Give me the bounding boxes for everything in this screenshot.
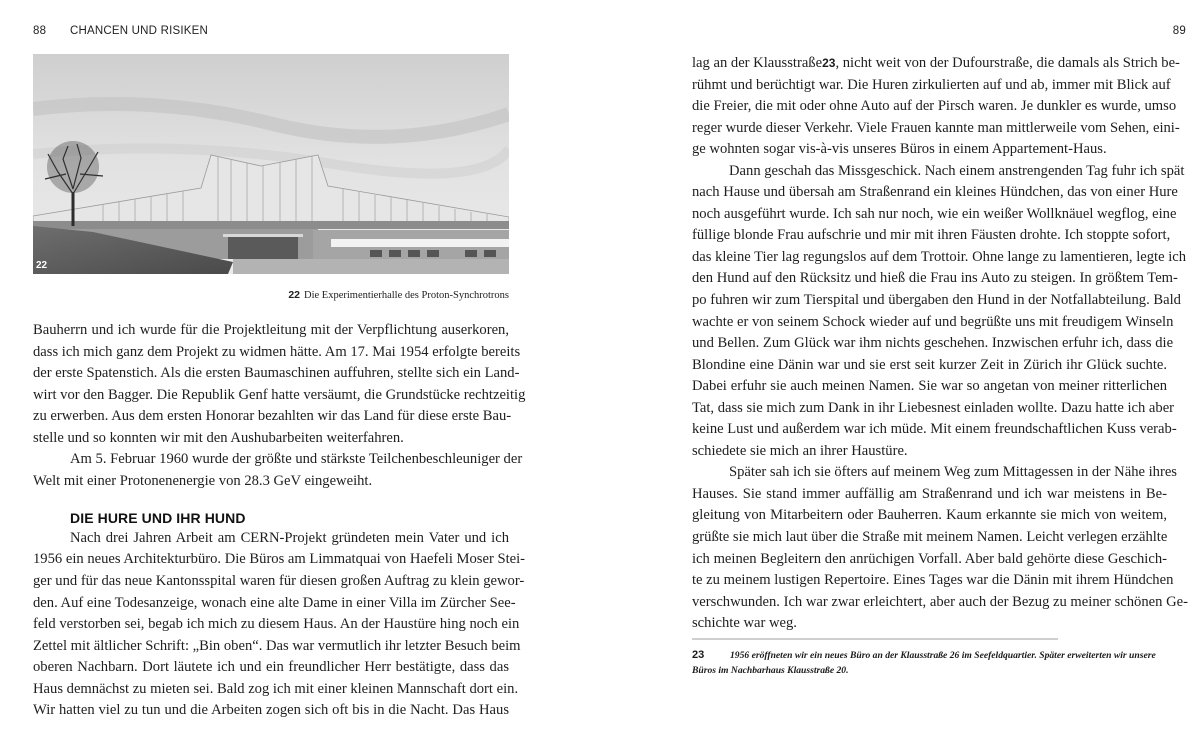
text-line: den Hund auf den Rücksitz und hieß die Frau ins Auto zu steigen. In größtem Tem- bbox=[692, 270, 1178, 287]
text-line: 1956 ein neues Architekturbüro. Die Büros am Limmatquai von Haefeli Moser Stei- bbox=[33, 551, 526, 568]
page-number: 88 bbox=[33, 25, 47, 37]
text-line: wirt vor den Bagger. Die Republik Genf hatte versäumt, die Grundstücke rechtzeitig bbox=[33, 386, 526, 403]
text-line: po fuhren wir zum Tierspital und übergaben den Hund in der Notfallabteilung. Bald bbox=[692, 292, 1181, 309]
text-fragment: lag an der Klausstraße bbox=[692, 55, 823, 71]
footnote bbox=[692, 648, 1162, 678]
text-line: zu erwerben. Aus dem ersten Honorar bezahlten wir das Land für diese erste Bau- bbox=[33, 408, 512, 425]
figure-caption bbox=[288, 289, 509, 301]
text-line: Am 5. Februar 1960 wurde der größte und stärkste Teilchenbeschleuniger der bbox=[70, 451, 523, 468]
text-line: keine Lust und außerdem war ich müde. Mit einem freundschaftlichen Kuss verab- bbox=[692, 421, 1177, 438]
text-line: Zettel mit ältlicher Schrift: „Bin oben“. Das war vermutlich ihr letzter Besuch beim bbox=[33, 637, 521, 654]
building-photo-image bbox=[33, 54, 509, 274]
text-line: ge wohnten sogar vis-à-vis unseres Büros in einem Appartement-Haus. bbox=[692, 141, 1107, 158]
text-line: Haus demnächst zu mieten sei. Bald zog ich mit einer kleinen Mannschaft dort ein. bbox=[33, 680, 519, 697]
text-line: oberen Nachbarn. Dort läutete ich und ein freundlicher Herr bestätigte, dass das bbox=[33, 659, 509, 676]
text-line: schichte war weg. bbox=[692, 615, 797, 632]
text-fragment: , nicht weit von der Dufourstraße, die damals als Strich be- bbox=[835, 55, 1180, 71]
text-line: wachte er von seinem Schock wieder auf und begrüßte uns mit freudigem Winseln bbox=[692, 313, 1174, 330]
caption-text: Die Experimentierhalle des Proton-Synchrotrons bbox=[304, 290, 509, 301]
text-line: rühmt und berüchtigt war. Die Huren zirkulierten auf und ab, immer mit Blick auf bbox=[692, 76, 1171, 93]
text-line: füllige blonde Frau aufschrie und mir mit ihren Fäusten drohte. Ich stoppte sofort, bbox=[692, 227, 1171, 244]
text-line: Welt mit einer Protonenenergie von 28.3 GeV eingeweiht. bbox=[33, 472, 373, 489]
text-line: dass ich mich ganz dem Projekt zu widmen hätte. Am 17. Mai 1954 erfolgte bereits bbox=[33, 343, 521, 360]
section-heading: DIE HURE UND IHR HUND bbox=[70, 510, 246, 527]
text-line: und Bellen. Zum Glück war ihm nichts geschehen. Inzwischen erfuhr ich, dass die bbox=[692, 335, 1174, 352]
text-line: Hauses. Sie stand immer auffällig am Straßenrand und ich war meistens in Be- bbox=[692, 485, 1167, 502]
page-number: 89 bbox=[1172, 25, 1186, 37]
text-line: der erste Spatenstich. Als die ersten Baumaschinen auffuhren, stellte sich ein Land- bbox=[33, 365, 520, 382]
text-line: verschwunden. Ich war zwar erleichtert, aber auch der Bezug zu meiner schönen Ge- bbox=[692, 593, 1188, 610]
text-line: stelle und so konnten wir mit den Aushubarbeiten weiterfahren. bbox=[33, 429, 404, 446]
text-line: Später sah ich sie öfters auf meinem Weg zum Mittagessen in der Nähe ihres bbox=[729, 464, 1177, 481]
text-line: reger wurde dieser Verkehr. Viele Frauen kannte man mittlerweile vom Sehen, eini- bbox=[692, 119, 1180, 136]
text-line: schiedete sie mich an ihrer Haustüre. bbox=[692, 442, 908, 459]
text-line: Blondine eine Dänin war und sie erst seit kurzer Zeit in Zürich ihr Glück suchte. bbox=[692, 356, 1167, 373]
text-line: die Freier, die mit oder ohne Auto auf der Pirsch waren. Je dunkler es wurde, umso bbox=[692, 98, 1177, 115]
body-text-right bbox=[692, 53, 1188, 635]
text-line: te zu meinem lustigen Repertoire. Eines Tages war die Dänin mit ihrem Hündchen bbox=[692, 572, 1174, 589]
text-line: Tat, dass sie mich zum Dank in ihr Liebesnest einladen wollte. Dazu hatte ich aber bbox=[692, 399, 1175, 416]
figure-number: 22 bbox=[36, 260, 48, 271]
caption-number: 22 bbox=[288, 289, 300, 301]
text-line: Dabei erfuhr sie auch meinen Namen. Sie war so angetan von meiner ritterlichen bbox=[692, 378, 1167, 395]
text-line: gleitung von Mitarbeitern oder Bauherren. Kaum erkannte sie mich von weitem, bbox=[692, 507, 1167, 524]
right-page bbox=[600, 0, 1200, 732]
text-line: nach Hause und übersah am Straßenrand ein kleines Hündchen, das von einer Hure bbox=[692, 184, 1178, 201]
text-line: Wir hatten viel zu tun und die Arbeiten zogen sich oft bis in die Nacht. Das Haus bbox=[33, 702, 509, 719]
text-line: Bauherrn und ich wurde für die Projektleitung mit der Verpflichtung auserkoren, bbox=[33, 322, 509, 338]
footnote-divider bbox=[692, 638, 1058, 640]
text-line: Dann geschah das Missgeschick. Nach einem anstrengenden Tag fuhr ich spät bbox=[729, 162, 1185, 179]
text-line: den. Auf eine Todesanzeige, wonach eine alte Dame in einer Villa im Zürcher See- bbox=[33, 594, 516, 611]
text-line: Nach drei Jahren Arbeit am CERN-Projekt gründeten mein Vater und ich bbox=[70, 529, 509, 546]
text-line bbox=[692, 53, 1180, 75]
footnote-number: 23 bbox=[692, 649, 705, 661]
footnote-reference[interactable]: 23 bbox=[822, 56, 836, 70]
text-line: grüßte sie mich laut über die Straße mit meinem Namen. Leicht verlegen erzählte bbox=[692, 529, 1168, 546]
figure-photograph bbox=[33, 54, 509, 274]
text-line: feld verstorben sei, begab ich mich zu diesem Haus. An der Haustüre hing noch ein bbox=[33, 616, 520, 633]
text-line: das kleine Tier lag regungslos auf dem Trottoir. Ohne lange zu lamentieren, legte ich bbox=[692, 248, 1187, 265]
running-head: CHANCEN UND RISIKEN bbox=[70, 25, 208, 37]
body-text-left bbox=[33, 320, 526, 722]
text-line: noch ausgeführt wurde. Ich sah nur noch, wie ein weißer Wollknäuel wegflog, eine bbox=[692, 205, 1177, 222]
text-line: ger und für das neue Kantonsspital waren für diesen großen Auftrag zu klein gewor- bbox=[33, 573, 525, 590]
text-line: ich meinen Begleitern den anrüchigen Vorfall. Aber bald gehörte diese Geschich- bbox=[692, 550, 1167, 567]
footnote-text: 1956 eröffneten wir ein neues Büro an der Klausstraße 26 im Seefeldquartier. Später erweiterten wir unsere Büros im Nachbarhaus Klausstraße 20. bbox=[692, 650, 1156, 676]
